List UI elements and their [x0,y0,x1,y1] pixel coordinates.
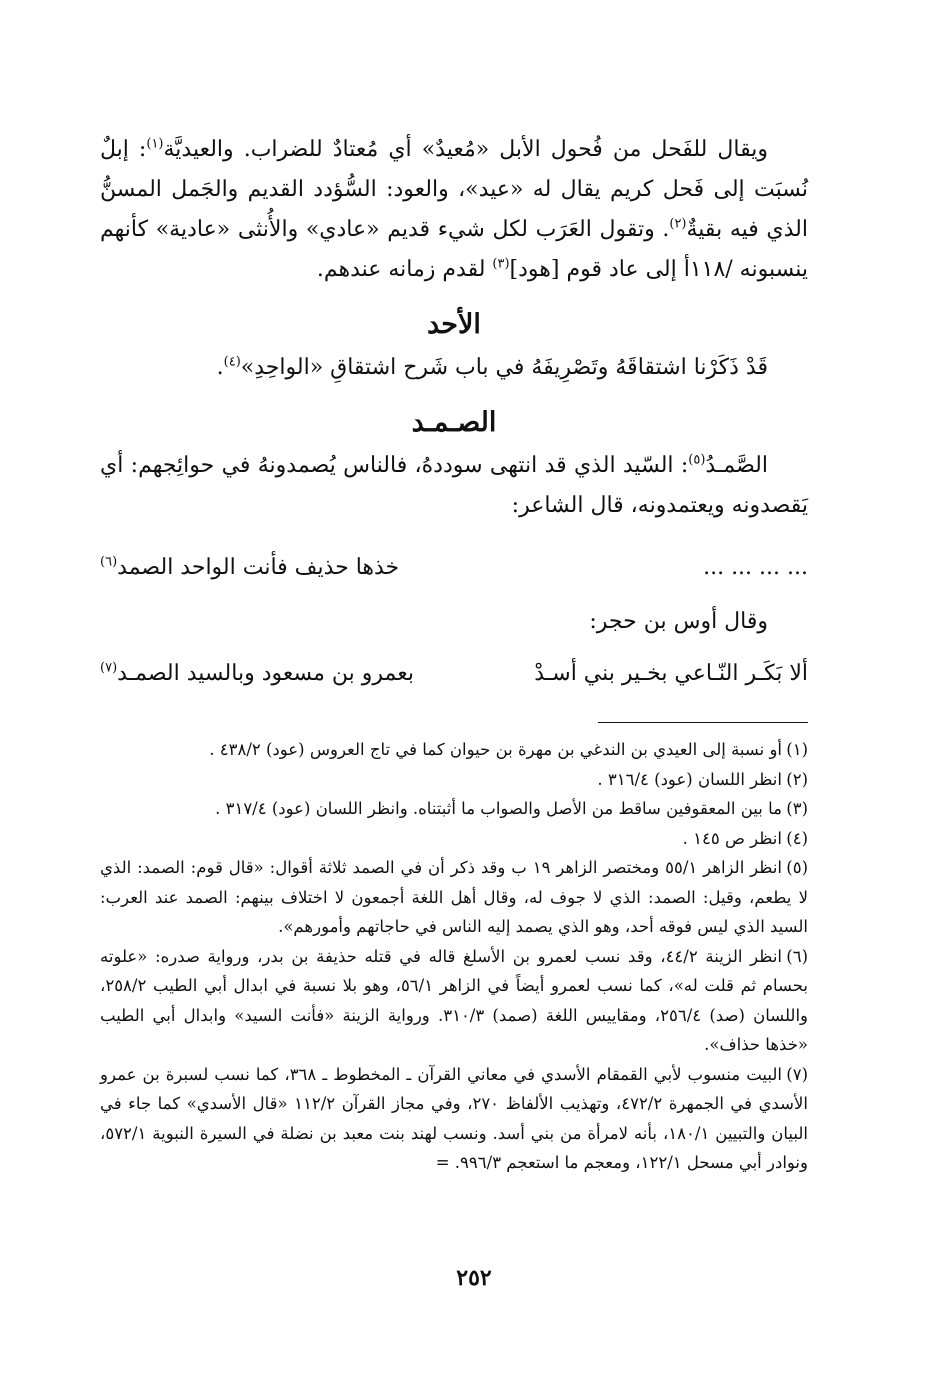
ahad-text: قَدْ ذَكَرْنا اشتقاقَهُ وتَصْرِيفَهُ في باب شَرح اشتقاقِ «الواحِدِ» [240,355,768,380]
footnotes [100,735,808,1178]
footnote-text: ما بين المعقوفين ساقط من الأصل والصواب ما أثبتناه. وانظر اللسان (عود) ٣١٧/٤ . [215,799,782,818]
verse-2-first-hemistich: ألا بَكَـر النّـاعي بخـير بني أسـدْ [534,661,808,686]
page-number: ٢٥٢ [456,1265,492,1291]
footnote-1 [100,735,808,765]
footnote-7 [100,1060,808,1178]
samad-paragraph [100,446,808,526]
footnote-number: (٧) [786,1064,808,1084]
footnote-ref-1[interactable]: (١) [146,136,164,152]
footnote-ref-3[interactable]: (٣) [492,256,510,272]
verse-1-first-hemistich: ... ... ... ... [703,555,808,580]
verse-2-text: بعمرو بن مسعود وبالسيد الصمـد [117,661,414,686]
footnote-text: البيت منسوب لأبي القمقام الأسدي في معاني القرآن ـ المخطوط ـ ٣٦٨، كما نسب لسبرة بن عمرو الأسدي في الجمهرة ٤٧٢/٢، وتهذيب الألفاظ ٢٧٠، وفي مجاز القرآن ١١٢/٢ «قال الأسدي» كما جاء في البيان والتبيين ١٨٠/١، بأنه لامرأة من بني أسد. ونسب لهند بنت معبد بن نضلة في السيرة النبوية ٥٧٢/١، ونوادر أبي مسحل ١٢٢/١، ومعجم ما استعجم ٩٩٦/٣. = [100,1064,809,1172]
intro-text-4: لقدم زمانه عندهم. [316,257,493,282]
verse-1 [100,548,808,588]
samad-text: : السّيد الذي قد انتهى سوددهُ، فالناس يُصمدونهُ في حوائِجهم: أي يَقصدونه ويعتمدونه، قال الشاعر: [100,453,808,518]
footnote-4 [100,824,808,854]
footnote-number: (١) [786,740,808,759]
footnote-ref-5[interactable]: (٥) [688,452,706,468]
footnote-ref-6[interactable]: (٦) [100,554,118,570]
intro-text-1: ويقال للفَحل من فُحول الأبل «مُعيدٌ» أي مُعتادٌ للضراب. والعيديَّة [163,137,768,162]
footnote-text: انظر ص ١٤٥ . [682,828,782,848]
footnote-ref-7[interactable]: (٧) [100,660,118,676]
footnote-text: انظر الزينة ٤٤/٢، وقد نسب لعمرو بن الأسلغ قاله في قتله حذيفة بن بدر، ورواية صدره: «علوته بحسام ثم قلت له»، كما نسب لعمرو أيضاً في الزاهر ٥٦/١، وهو بلا نسبة في ابدال أبي الطيب ٢٥٨/٢، واللسان (صد) ٢٥٦/٤، ومقاييس اللغة (صمد) ٣١٠/٣. ورواية الزينة «فأنت السيد» وابدال أبي الطيب «خذها حذاف». [100,946,808,1054]
footnote-ref-2[interactable]: (٢) [669,216,687,232]
footnote-text: أو نسبة إلى العيدي بن الندغي بن مهرة بن حيوان كما في تاج العروس (عود) ٤٣٨/٢ . [209,740,782,759]
section-heading-samad: الصـمـد [411,407,497,438]
intro-text-3: . وتقول العَرَب لكل شيء قديم «عادي» والأُنثى «عادية» كأنهم ينسبونه /١١٨أ إلى عاد قوم [هود] [100,217,808,282]
verse-2-second-hemistich [100,654,414,694]
poet-intro: وقال أوس بن حجر: [589,609,768,634]
samad-term: الصَّمـدُ [705,453,768,478]
footnote-text: انظر اللسان (عود) ٣١٦/٤ . [597,769,782,789]
footnote-number: (٣) [786,799,808,818]
footnote-6 [100,942,808,1060]
verse-1-text: خذها حذيف فأنت الواحد الصمد [117,555,400,580]
verse-1-second-hemistich [100,548,399,588]
footnote-ref-4[interactable]: (٤) [223,354,241,370]
footnote-5 [100,853,808,942]
ahad-text-end: . [216,355,224,380]
verse-2 [100,654,808,694]
footnote-3 [100,794,808,824]
intro-paragraph [100,130,808,290]
footnote-divider [598,722,808,723]
section-heading-ahad: الأحد [427,309,481,340]
footnote-text: انظر الزاهر ٥٥/١ ومختصر الزاهر ١٩ ب وقد ذكر أن في الصمد ثلاثة أقوال: «قال قوم: الصمد: الذي لا يطعم، وقيل: الصمد: الذي لا جوف له، وقال أهل اللغة أجمعون لا اختلاف بينهم: الصمد عند العرب: السيد الذي ليس فوقه أحد، وهو الذي يصمد إليه الناس في حاجاتهم وأمورهم». [100,858,808,936]
footnote-number: (٦) [786,946,808,966]
footnote-number: (٥) [786,858,808,877]
ahad-paragraph [100,348,808,388]
intro-text-2: : إبلٌ نُسبَت إلى فَحل كريم يقال له «عيد»، والعود: السُّؤدد القديم والجَمل المسنُّ الذي فيه بقيةٌ [100,137,808,242]
footnote-number: (٤) [786,828,808,848]
footnote-number: (٢) [786,769,808,789]
footnote-2 [100,765,808,795]
